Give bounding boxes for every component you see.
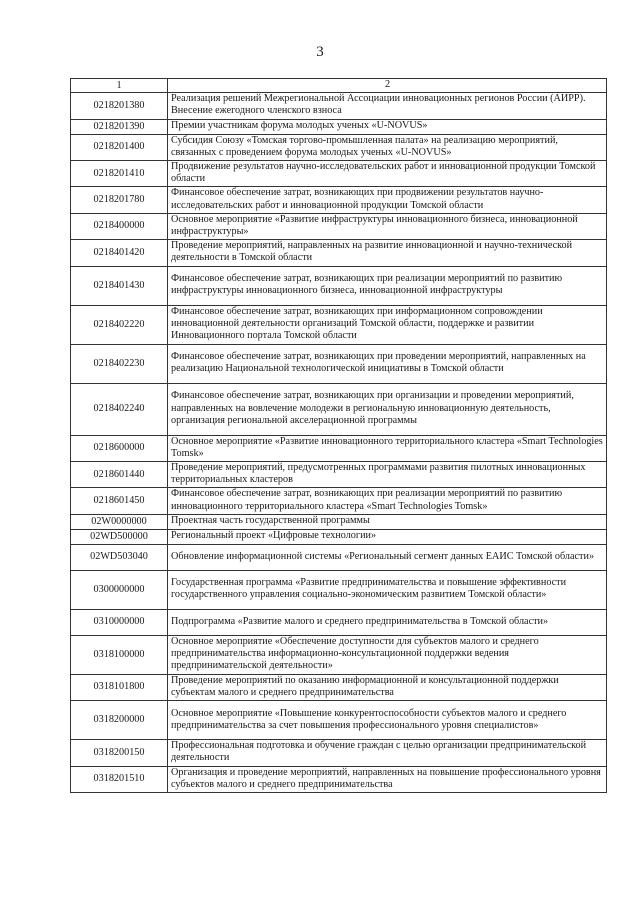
table-row bbox=[71, 187, 607, 213]
table-row bbox=[71, 514, 607, 529]
row-code: 0318100000 bbox=[71, 635, 168, 674]
table-row bbox=[71, 93, 607, 119]
row-description: Финансовое обеспечение затрат, возникающих при продвижении результатов научно-исследовательских работ и инновационной продукции Томской области bbox=[168, 187, 607, 213]
row-description: Финансовое обеспечение затрат, возникающих при реализации мероприятий по развитию инфраструктуры инновационного бизнеса, инновационной инфраструктуры bbox=[168, 266, 607, 305]
row-code: 02WD503040 bbox=[71, 544, 168, 570]
table-row bbox=[71, 544, 607, 570]
row-description: Проведение мероприятий по оказанию информационной и консультационной поддержки субъектам малого и среднего предпринимательства bbox=[168, 674, 607, 700]
row-description: Финансовое обеспечение затрат, возникающих при реализации мероприятий по развитию инновационного территориального кластера «Smart Technologies Tomsk» bbox=[168, 488, 607, 514]
row-code: 02W0000000 bbox=[71, 514, 168, 529]
row-code: 0218402230 bbox=[71, 344, 168, 383]
column-header-code: 1 bbox=[71, 79, 168, 93]
row-code: 0218401420 bbox=[71, 240, 168, 266]
row-code: 0218600000 bbox=[71, 435, 168, 461]
row-code: 0218601440 bbox=[71, 462, 168, 488]
row-code: 0318101800 bbox=[71, 674, 168, 700]
table-row bbox=[71, 213, 607, 239]
table-row bbox=[71, 161, 607, 187]
row-description: Основное мероприятие «Обеспечение доступности для субъектов малого и среднего предпринимательства информационно-консультационной поддержки ведения предпринимательской деятельности» bbox=[168, 635, 607, 674]
table-row bbox=[71, 529, 607, 544]
budget-classification-table bbox=[70, 78, 607, 793]
row-code: 0218201390 bbox=[71, 119, 168, 134]
row-description: Основное мероприятие «Развитие инновационного территориального кластера «Smart Technologies Tomsk» bbox=[168, 435, 607, 461]
row-description: Региональный проект «Цифровые технологии» bbox=[168, 529, 607, 544]
row-code: 0218201380 bbox=[71, 93, 168, 119]
row-description: Премии участникам форума молодых ученых «U-NOVUS» bbox=[168, 119, 607, 134]
table-row bbox=[71, 488, 607, 514]
row-code: 0318200150 bbox=[71, 740, 168, 766]
row-description: Проведение мероприятий, направленных на развитие инновационной и научно-технической деятельности в Томской области bbox=[168, 240, 607, 266]
row-description: Субсидия Союзу «Томская торгово-промышленная палата» на реализацию мероприятий, связанных с проведением форума молодых ученых «U-NOVUS» bbox=[168, 134, 607, 160]
row-code: 0218402220 bbox=[71, 305, 168, 344]
table-row bbox=[71, 134, 607, 160]
table-row bbox=[71, 740, 607, 766]
row-code: 0300000000 bbox=[71, 570, 168, 609]
row-code: 0318201510 bbox=[71, 766, 168, 792]
row-code: 02WD500000 bbox=[71, 529, 168, 544]
row-code: 0218201400 bbox=[71, 134, 168, 160]
row-description: Финансовое обеспечение затрат, возникающих при организации и проведении мероприятий, направленных на вовлечение молодежи в региональную инновационную деятельность, организация региональной акселерационной программы bbox=[168, 383, 607, 435]
table-row bbox=[71, 635, 607, 674]
row-description: Основное мероприятие «Развитие инфраструктуры инновационного бизнеса, инновационной инфраструктуры» bbox=[168, 213, 607, 239]
row-description: Государственная программа «Развитие предпринимательства и повышение эффективности государственного управления социально-экономическим развитием Томской области» bbox=[168, 570, 607, 609]
table-row bbox=[71, 240, 607, 266]
row-code: 0318200000 bbox=[71, 701, 168, 740]
row-code: 0218201410 bbox=[71, 161, 168, 187]
table-row bbox=[71, 305, 607, 344]
row-code: 0218401430 bbox=[71, 266, 168, 305]
table-row bbox=[71, 766, 607, 792]
row-description: Продвижение результатов научно-исследовательских работ и инновационной продукции Томской области bbox=[168, 161, 607, 187]
table-row bbox=[71, 462, 607, 488]
row-description: Подпрограмма «Развитие малого и среднего предпринимательства в Томской области» bbox=[168, 609, 607, 635]
table-row bbox=[71, 435, 607, 461]
table-row bbox=[71, 701, 607, 740]
table-row bbox=[71, 609, 607, 635]
row-description: Организация и проведение мероприятий, направленных на повышение профессионального уровня субъектов малого и среднего предпринимательства bbox=[168, 766, 607, 792]
row-code: 0218601450 bbox=[71, 488, 168, 514]
row-description: Финансовое обеспечение затрат, возникающих при проведении мероприятий, направленных на реализацию Национальной технологической инициативы в Томской области bbox=[168, 344, 607, 383]
page-number: 3 bbox=[316, 44, 324, 60]
row-code: 0310000000 bbox=[71, 609, 168, 635]
row-description: Проведение мероприятий, предусмотренных программами развития пилотных инновационных территориальных кластеров bbox=[168, 462, 607, 488]
table-row bbox=[71, 266, 607, 305]
row-description: Обновление информационной системы «Региональный сегмент данных ЕАИС Томской области» bbox=[168, 544, 607, 570]
table-row bbox=[71, 344, 607, 383]
row-description: Реализация решений Межрегиональной Ассоциации инновационных регионов России (АИРР). Внесение ежегодного членского взноса bbox=[168, 93, 607, 119]
row-description: Основное мероприятие «Повышение конкурентоспособности субъектов малого и среднего предпринимательства за счет повышения профессионального уровня специалистов» bbox=[168, 701, 607, 740]
row-description: Профессиональная подготовка и обучение граждан с целью организации предпринимательской деятельности bbox=[168, 740, 607, 766]
row-code: 0218402240 bbox=[71, 383, 168, 435]
column-header-description: 2 bbox=[168, 79, 607, 93]
table-row bbox=[71, 383, 607, 435]
row-code: 0218400000 bbox=[71, 213, 168, 239]
table-row bbox=[71, 674, 607, 700]
row-description: Финансовое обеспечение затрат, возникающих при информационном сопровождении инновационной деятельности организаций Томской области, поддержке и развитии Инновационного портала Томской области bbox=[168, 305, 607, 344]
table-row bbox=[71, 570, 607, 609]
table-header-row bbox=[71, 79, 607, 93]
row-code: 0218201780 bbox=[71, 187, 168, 213]
table-row bbox=[71, 119, 607, 134]
row-description: Проектная часть государственной программы bbox=[168, 514, 607, 529]
